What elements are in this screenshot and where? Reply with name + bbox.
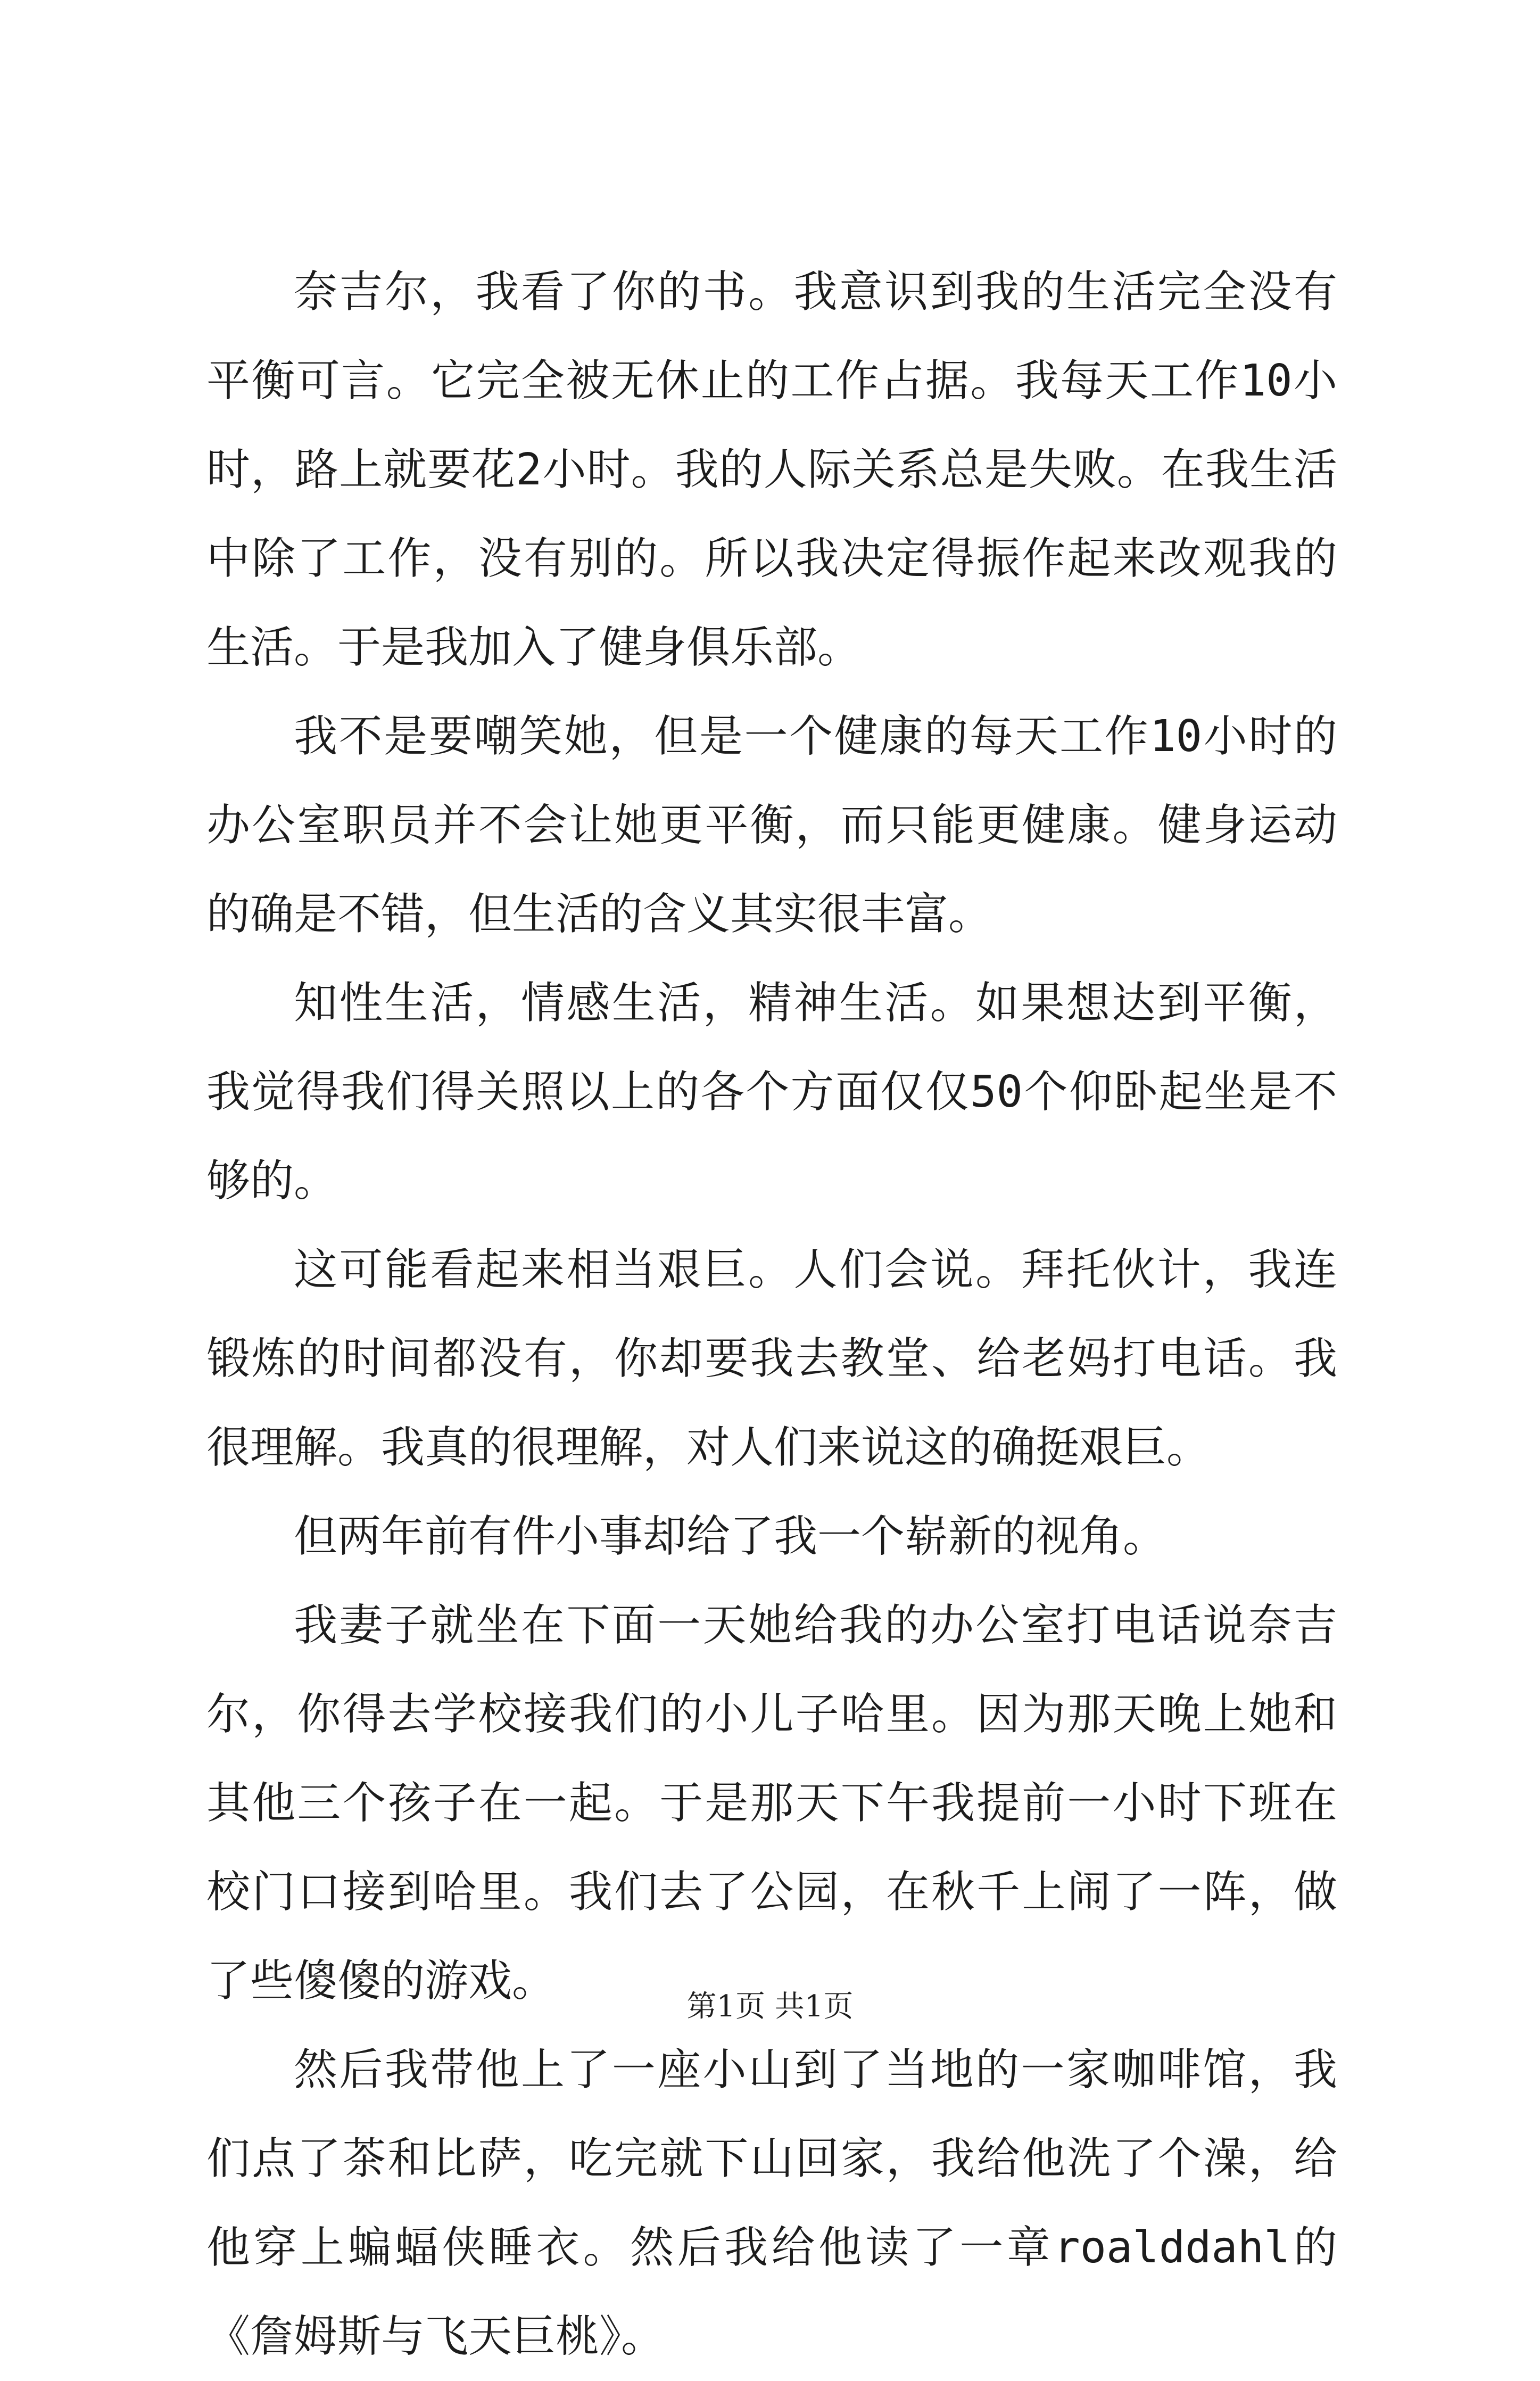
paragraph-5: 但两年前有件小事却给了我一个崭新的视角。 xyxy=(294,1511,1167,1562)
paragraph-6: 我妻子就坐在下面一天她给我的办公室打电话说奈吉尔，你得去学校接我们的小儿子哈里。因为那天晚上她和其他三个孩子在一起。于是那天下午我提前一小时下班在校门口接到哈里。我们去了公园，在秋千上闹了一阵，做了些傻傻的游戏。 xyxy=(206,1600,1337,2006)
paragraph-3: 知性生活，情感生活，精神生活。如果想达到平衡，我觉得我们得关照以上的各个方面仅仅50个仰卧起坐是不够的。 xyxy=(206,978,1337,1206)
paragraph-7: 然后我带他上了一座小山到了当地的一家咖啡馆，我们点了茶和比萨，吃完就下山回家，我给他洗了个澡，给他穿上蝙蝠侠睡衣。然后我给他读了一章roalddahl的《詹姆斯与飞天巨桃》。 xyxy=(206,2045,1337,2362)
page-footer: 第1页 共1页 xyxy=(686,1989,854,2024)
document-body xyxy=(206,248,1337,2381)
paragraph-2: 我不是要嘲笑她，但是一个健康的每天工作10小时的办公室职员并不会让她更平衡，而只能更健康。健身运动的确是不错，但生活的含义其实很丰富。 xyxy=(206,711,1337,940)
paragraph-1: 奈吉尔，我看了你的书。我意识到我的生活完全没有平衡可言。它完全被无休止的工作占据。我每天工作10小时，路上就要花2小时。我的人际关系总是失败。在我生活中除了工作，没有别的。所以我决定得振作起来改观我的生活。于是我加入了健身俱乐部。 xyxy=(206,267,1337,673)
paragraph-4: 这可能看起来相当艰巨。人们会说。拜托伙计，我连锻炼的时间都没有，你却要我去教堂、给老妈打电话。我很理解。我真的很理解，对人们来说这的确挺艰巨。 xyxy=(206,1245,1337,1473)
